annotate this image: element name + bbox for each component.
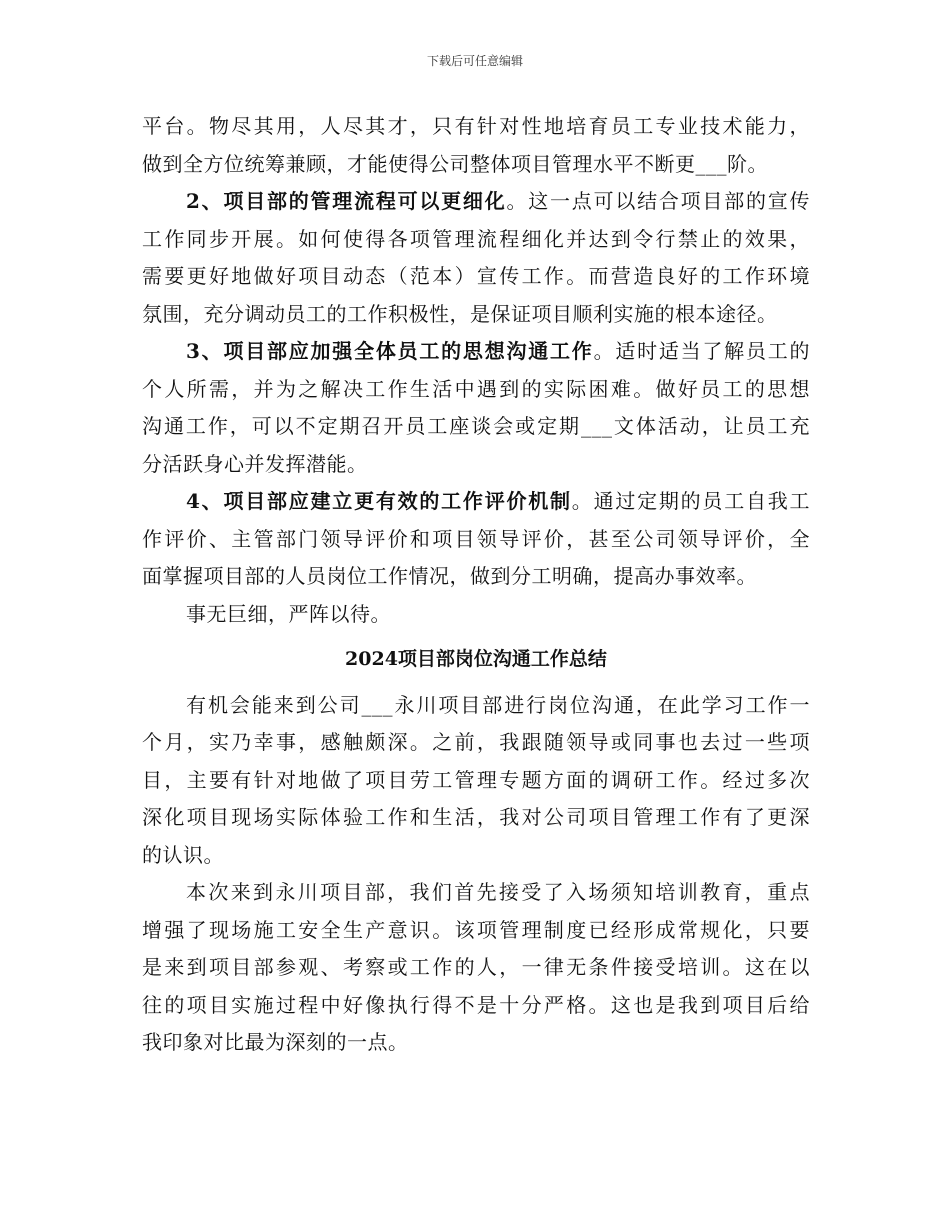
item-3-heading: 3、项目部应加强全体员工的思想沟通工作 [186, 339, 594, 363]
text-line: 的认识。 [142, 842, 224, 867]
text-line: 需要更好地做好项目动态（范本）宣传工作。而营造良好的工作环境 [142, 264, 810, 288]
text-line: 平台。物尽其用，人尽其才，只有针对性地培育员工专业技术能力， [142, 114, 810, 138]
text-line: 分活跃身心并发挥潜能。 [142, 451, 368, 476]
text-line [142, 333, 810, 371]
text-line: 我印象对比最为深刻的一点。 [142, 1030, 409, 1054]
text-span: 。通过定期的员工自我工 [571, 489, 811, 513]
item-2-heading: 2、项目部的管理流程可以更细化 [186, 189, 507, 213]
text-line: 个月，实乃幸事，感触颇深。之前，我跟随领导或同事也去过一些项 [142, 730, 810, 754]
text-line: 做到全方位统筹兼顾，才能使得公司整体项目管理水平不断更___阶。 [142, 151, 768, 176]
text-line: 本次来到永川项目部，我们首先接受了入场须知培训教育，重点 [186, 880, 810, 904]
text-line: 有机会能来到公司___永川项目部进行岗位沟通，在此学习工作一 [186, 692, 810, 717]
text-line: 作评价、主管部门领导评价和项目领导评价，甚至公司领导评价，全 [142, 526, 810, 551]
page-header: 下载后可任意编辑 [426, 54, 523, 68]
paragraph-closing [142, 596, 810, 634]
text-line: 深化项目现场实际体验工作和生活，我对公司项目管理工作有了更深 [142, 805, 810, 829]
text-line: 面掌握项目部的人员岗位工作情况，做到分工明确，提高办事效率。 [142, 564, 757, 588]
text-line: 增强了现场施工安全生产意识。该项管理制度已经形成常规化，只要 [142, 917, 810, 942]
text-line [142, 483, 810, 521]
text-line: 沟通工作，可以不定期召开员工座谈会或定期___文体活动，让员工充 [142, 414, 810, 438]
paragraph-item-3 [142, 333, 810, 483]
item-4-heading: 4、项目部应建立更有效的工作评价机制 [186, 489, 572, 513]
paragraph-platform [142, 108, 810, 183]
text-line: 工作同步开展。如何使得各项管理流程细化并达到令行禁止的效果， [142, 226, 810, 251]
document-body [142, 108, 810, 1062]
text-span: 。适时适当了解员工的 [593, 339, 810, 363]
paragraph-item-2 [142, 183, 810, 333]
text-line: 氛围，充分调动员工的工作积极性，是保证项目顺利实施的根本途径。 [142, 301, 778, 326]
paragraph-intro [142, 687, 810, 875]
text-line: 往的项目实施过程中好像执行得不是十分严格。这也是我到项目后给 [142, 992, 810, 1017]
text-line: 个人所需，并为之解决工作生活中遇到的实际困难。做好员工的思想 [142, 376, 810, 401]
text-line [142, 183, 810, 221]
paragraph-item-4 [142, 483, 810, 596]
text-line: 是来到项目部参观、考察或工作的人，一律无条件接受培训。这在以 [142, 955, 810, 979]
text-span: 。这一点可以结合项目部的宣传 [506, 189, 811, 213]
paragraph-training [142, 874, 810, 1062]
text-line: 目，主要有针对地做了项目劳工管理专题方面的调研工作。经过多次 [142, 767, 810, 792]
text-line: 事无巨细，严阵以待。 [186, 601, 391, 626]
section-title: 2024项目部岗位沟通工作总结 [345, 648, 607, 670]
